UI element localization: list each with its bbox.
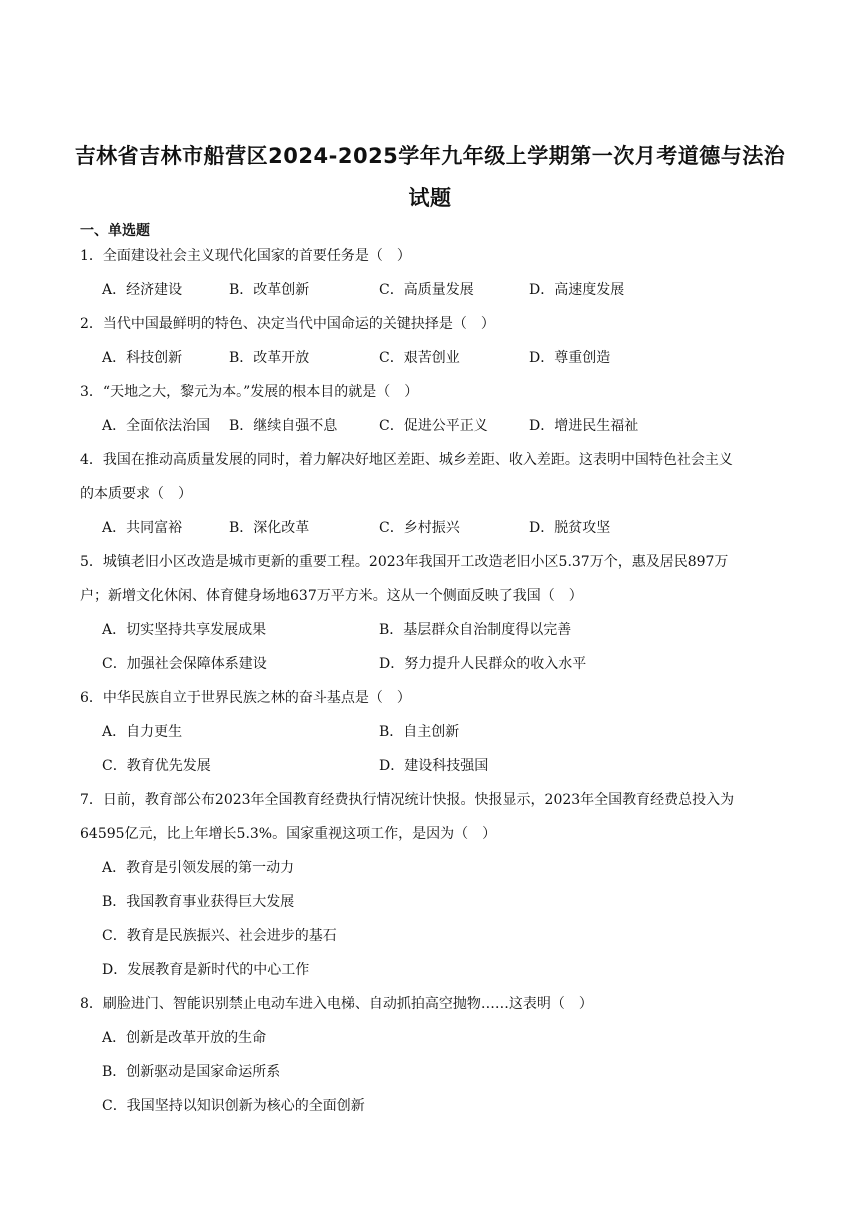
question-stem-line: 64595亿元，比上年增长5.3%。国家重视这项工作，是因为（ ） (80, 826, 497, 842)
option-a: A．切实坚持共享发展成果 (102, 622, 267, 638)
question-stem-line: 4．我国在推动高质量发展的同时，着力解决好地区差距、城乡差距、收入差距。这表明中国特色社会主义 (80, 452, 733, 468)
option-a: A．自力更生 (102, 724, 183, 740)
option-c: C．加强社会保障体系建设 (102, 656, 267, 672)
question-3-options (102, 409, 782, 443)
question-stem-line: 7．日前，教育部公布2023年全国教育经费执行情况统计快报。快报显示，2023年全国教育经费总投入为 (80, 792, 735, 808)
option-b: B．我国教育事业获得巨大发展 (102, 894, 295, 910)
option-b: B．改革开放 (229, 350, 310, 366)
option-b: B．创新驱动是国家命运所系 (102, 1064, 281, 1080)
question-stem-line: 1．全面建设社会主义现代化国家的首要任务是（ ） (80, 248, 411, 264)
exam-title-line-2: 试题 (408, 186, 452, 210)
question-stem-line: 6．中华民族自立于世界民族之林的奋斗基点是（ ） (80, 690, 411, 706)
question-6-options-row-2 (102, 749, 782, 783)
question-stem-line: 8．刷脸进门、智能识别禁止电动车进入电梯、自动抓拍高空抛物……这表明（ ） (80, 996, 593, 1012)
question-stem-line: 5．城镇老旧小区改造是城市更新的重要工程。2023年我国开工改造老旧小区5.37万个，惠及居民897万 (80, 554, 729, 570)
option-c: C．促进公平正义 (379, 418, 488, 434)
question-7-stem (80, 783, 780, 851)
question-6-stem (80, 681, 780, 715)
question-5-stem (80, 545, 780, 613)
option-d: D．脱贫攻坚 (529, 520, 611, 536)
question-4-stem (80, 443, 780, 511)
option-d: D．建设科技强国 (379, 758, 489, 774)
option-d: D．努力提升人民群众的收入水平 (379, 656, 587, 672)
option-b: B．自主创新 (379, 724, 460, 740)
option-a: A．全面依法治国 (102, 418, 211, 434)
option-b: B．基层群众自治制度得以完善 (379, 622, 572, 638)
section-heading: 一、单选题 (80, 223, 150, 239)
option-a: A．共同富裕 (102, 520, 183, 536)
question-1-stem (80, 239, 780, 273)
question-5-options-row-1 (102, 613, 782, 647)
option-a: A．教育是引领发展的第一动力 (102, 860, 295, 876)
question-5-options-row-2 (102, 647, 782, 681)
option-d: D．增进民生福祉 (529, 418, 639, 434)
question-stem-line: 3．“天地之大，黎元为本。”发展的根本目的就是（ ） (80, 384, 419, 400)
option-a: A．科技创新 (102, 350, 183, 366)
option-d: D．高速度发展 (529, 282, 625, 298)
question-stem-line: 的本质要求（ ） (80, 486, 192, 502)
question-stem-line: 2．当代中国最鲜明的特色、决定当代中国命运的关键抉择是（ ） (80, 316, 495, 332)
question-3-stem (80, 375, 780, 409)
question-2-options (102, 341, 782, 375)
option-c: C．教育优先发展 (102, 758, 211, 774)
question-8-stem (80, 987, 780, 1021)
option-d: D．发展教育是新时代的中心工作 (102, 962, 310, 978)
option-b: B．深化改革 (229, 520, 310, 536)
question-2-stem (80, 307, 780, 341)
option-c: C．乡村振兴 (379, 520, 460, 536)
option-c: C．高质量发展 (379, 282, 474, 298)
option-a: A．经济建设 (102, 282, 183, 298)
option-b: B．继续自强不息 (229, 418, 338, 434)
exam-title-line-1: 吉林省吉林市船营区2024-2025学年九年级上学期第一次月考道德与法治 (74, 144, 786, 168)
option-c: C．我国坚持以知识创新为核心的全面创新 (102, 1098, 365, 1114)
question-1-options (102, 273, 782, 307)
question-4-options (102, 511, 782, 545)
option-c: C．教育是民族振兴、社会进步的基石 (102, 928, 337, 944)
option-c: C．艰苦创业 (379, 350, 460, 366)
option-d: D．尊重创造 (529, 350, 611, 366)
option-a: A．创新是改革开放的生命 (102, 1030, 267, 1046)
option-b: B．改革创新 (229, 282, 310, 298)
question-6-options-row-1 (102, 715, 782, 749)
question-stem-line: 户；新增文化休闲、体育健身场地637万平方米。这从一个侧面反映了我国（ ） (80, 588, 583, 604)
